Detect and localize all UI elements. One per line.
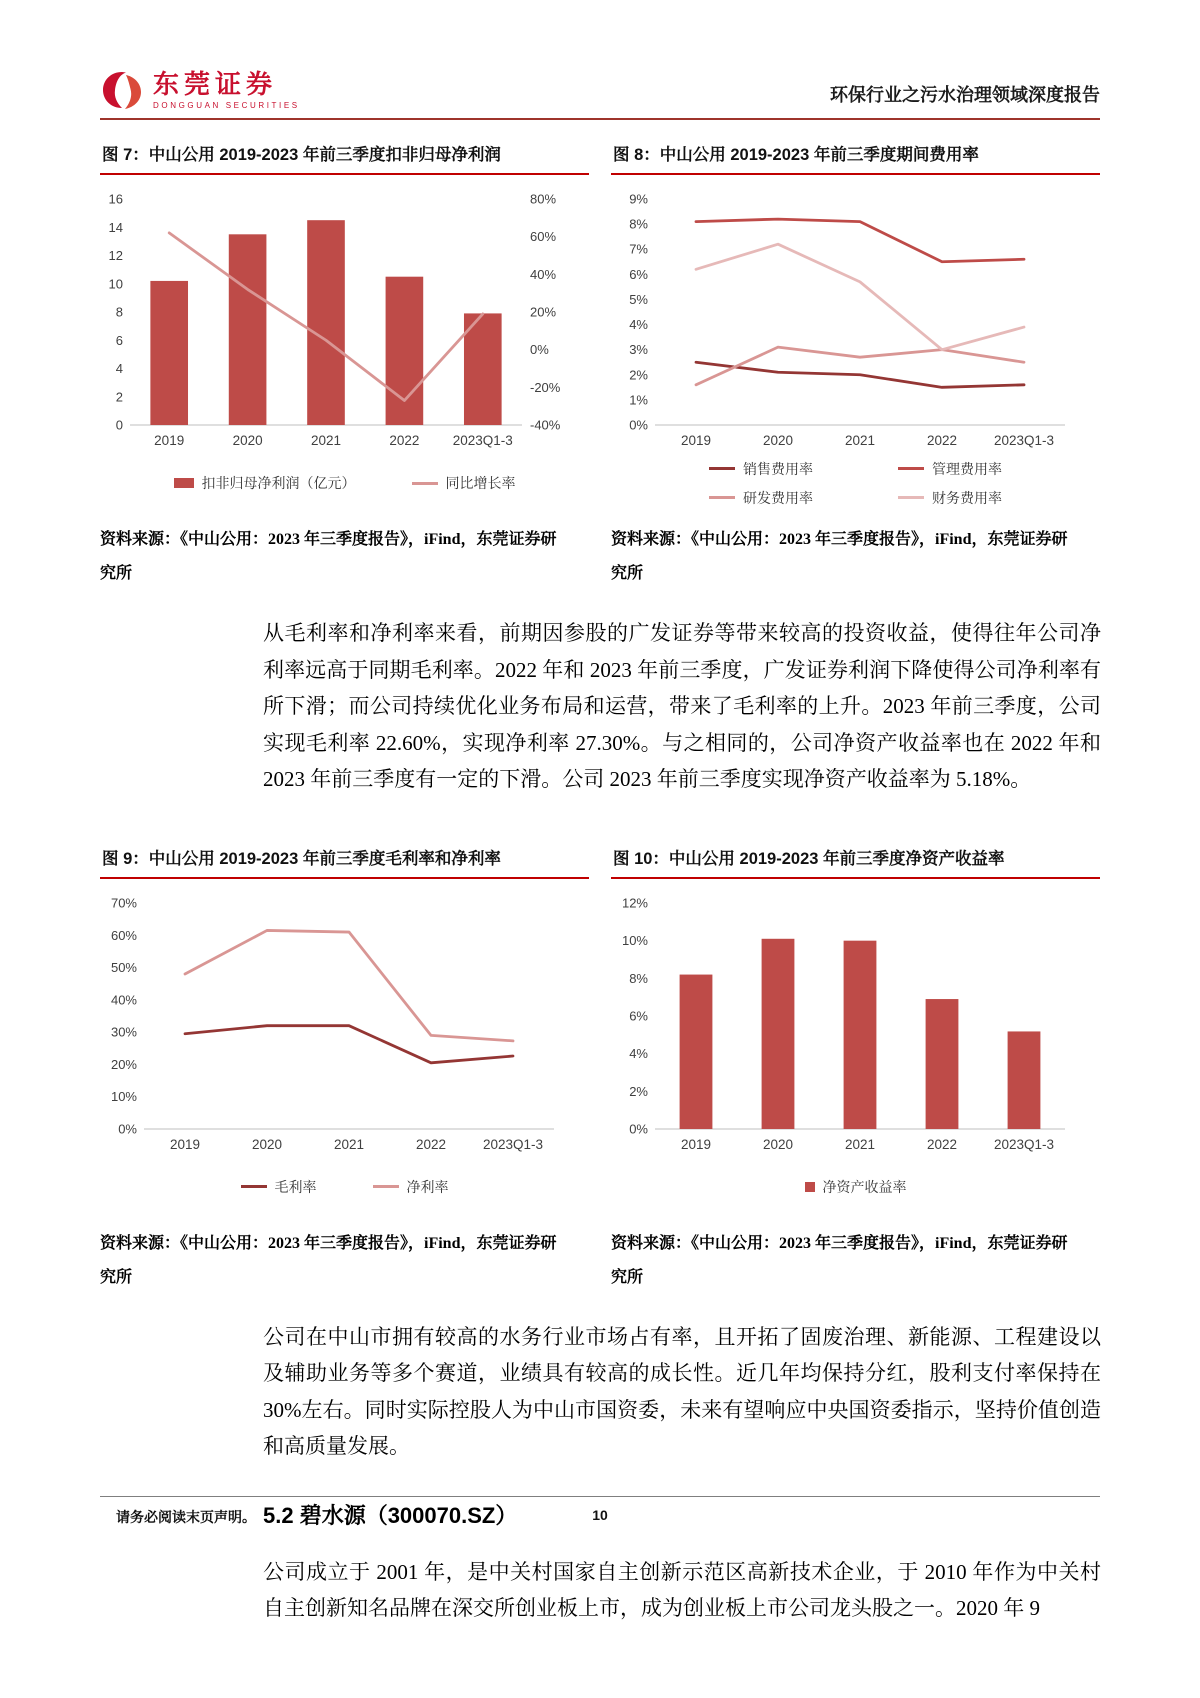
svg-text:10%: 10%: [621, 932, 648, 948]
svg-text:2020: 2020: [232, 433, 263, 448]
legend-swatch: [241, 1185, 267, 1188]
legend-label: 销售费用率: [743, 460, 813, 477]
svg-text:4: 4: [115, 361, 123, 376]
svg-text:2020: 2020: [251, 1136, 283, 1152]
figure-9-title: 图 9：中山公用 2019-2023 年前三季度毛利率和净利率: [100, 836, 589, 879]
legend-label: 管理费用率: [932, 460, 1002, 477]
figure-10-legend: [611, 1159, 1100, 1215]
svg-text:2: 2: [115, 389, 123, 405]
svg-text:2019: 2019: [169, 1136, 201, 1152]
svg-text:2020: 2020: [762, 433, 794, 448]
svg-text:2019: 2019: [680, 433, 712, 448]
legend-swatch: [373, 1185, 399, 1188]
logo-text: [153, 68, 300, 110]
paragraph-bishuiyuan-intro: 公司成立于 2001 年，是中关村国家自主创新示范区高新技术企业，于 2010 年作为中关村自主创新知名品牌在深交所创业板上市，成为创业板上市公司龙头股之一。2020 年 9: [263, 1559, 1101, 1620]
figure-9-source: 资料来源：《中山公用：2023 年三季度报告》，iFind，东莞证券研究所: [100, 1234, 557, 1286]
svg-text:2020: 2020: [762, 1136, 794, 1152]
header-rule: [100, 118, 1100, 120]
svg-text:50%: 50%: [110, 959, 137, 975]
svg-text:6: 6: [115, 332, 123, 348]
legend-label: 同比增长率: [445, 475, 516, 491]
svg-text:10: 10: [108, 276, 123, 292]
figure-row-1: [100, 132, 1100, 591]
svg-text:20%: 20%: [530, 304, 557, 320]
svg-text:2021: 2021: [844, 1136, 876, 1152]
svg-text:9%: 9%: [629, 191, 648, 207]
svg-text:8: 8: [115, 304, 123, 320]
svg-text:0: 0: [115, 417, 123, 433]
legend-label: 研发费用率: [743, 489, 813, 506]
svg-text:2022: 2022: [415, 1136, 447, 1152]
figure-10-chart: [611, 891, 1081, 1159]
legend-swatch: [898, 467, 924, 470]
svg-text:2023Q1-3: 2023Q1-3: [993, 1136, 1055, 1152]
logo-swirl-icon: [100, 70, 144, 110]
figure-10-chart-area: [611, 879, 1100, 1215]
legend-label: 扣非归母净利润（亿元）: [201, 475, 356, 491]
svg-text:2%: 2%: [629, 1083, 648, 1099]
svg-text:0%: 0%: [629, 1121, 648, 1136]
svg-text:40%: 40%: [530, 266, 557, 282]
svg-text:6%: 6%: [629, 266, 648, 282]
figure-8-legend: [611, 455, 1100, 511]
svg-text:16: 16: [108, 191, 123, 207]
footer-disclaimer: 请务必阅读末页声明。: [116, 1509, 256, 1525]
svg-text:-40%: -40%: [530, 417, 561, 433]
svg-text:70%: 70%: [110, 895, 137, 910]
svg-text:7%: 7%: [629, 241, 648, 257]
svg-text:2022: 2022: [926, 1136, 958, 1152]
svg-text:2019: 2019: [680, 1136, 712, 1152]
figure-row-2: [100, 836, 1100, 1295]
figure-7-chart-area: [100, 175, 589, 511]
svg-text:2019: 2019: [154, 433, 185, 448]
svg-text:1%: 1%: [629, 392, 648, 408]
svg-text:5%: 5%: [629, 291, 648, 307]
figure-10: [611, 836, 1100, 1295]
legend-item: [174, 473, 356, 493]
logo-title: 东莞证券: [153, 68, 278, 99]
figure-7-source: 资料来源：《中山公用：2023 年三季度报告》，iFind，东莞证券研究所: [100, 531, 557, 582]
figure-10-source: 资料来源：《中山公用：2023 年三季度报告》，iFind，东莞证券研究所: [611, 1234, 1068, 1286]
svg-text:4%: 4%: [629, 317, 648, 333]
legend-label: 净利率: [406, 1178, 449, 1195]
figure-10-title: 图 10：中山公用 2019-2023 年前三季度净资产收益率: [611, 836, 1100, 879]
legend-swatch: [412, 482, 438, 485]
svg-text:60%: 60%: [530, 229, 557, 245]
svg-text:2021: 2021: [844, 433, 876, 448]
svg-text:6%: 6%: [629, 1008, 648, 1023]
legend-item: [412, 473, 516, 493]
logo-subtitle: DONGGUAN SECURITIES: [153, 100, 300, 110]
svg-text:2023Q1-3: 2023Q1-3: [482, 1136, 544, 1152]
page-number: 10: [592, 1507, 608, 1523]
legend-label: 毛利率: [274, 1178, 317, 1195]
legend-item: [805, 1177, 907, 1197]
svg-text:2023Q1-3: 2023Q1-3: [452, 433, 513, 448]
figure-9-chart: [100, 891, 570, 1159]
svg-text:14: 14: [108, 219, 123, 235]
legend-label: 净资产收益率: [822, 1178, 907, 1195]
legend-item: [241, 1177, 317, 1197]
svg-text:2021: 2021: [333, 1136, 365, 1152]
svg-text:0%: 0%: [118, 1121, 137, 1136]
legend-swatch: [709, 467, 735, 470]
legend-item: [373, 1177, 449, 1197]
legend-item: [709, 459, 813, 479]
page-header: [100, 0, 1100, 110]
svg-text:2021: 2021: [310, 433, 342, 448]
svg-text:8%: 8%: [629, 216, 648, 232]
svg-text:0%: 0%: [629, 417, 648, 433]
figure-7-title: 图 7：中山公用 2019-2023 年前三季度扣非归母净利润: [100, 132, 589, 175]
dongguan-securities-logo: [100, 70, 300, 110]
svg-text:30%: 30%: [110, 1024, 137, 1040]
paragraph-margins: 从毛利率和净利率来看，前期因参股的广发证券等带来较高的投资收益，使得往年公司净利率远高于同期毛利率。2022 年和 2023 年前三季度，广发证券利润下降使得公司净利率有所下滑；而公司持续优化业务布局和运营，带来了毛利率的上升。2023 年前三季度，公司实现毛利率 22.60%，实现净利率 27.30%。与之相同的，公司净资产收益率也在 2022 年和 2023 年前三季度有一定的下滑。公司 2023 年前三季度实现净资产收益率为 5.18%。: [263, 621, 1101, 791]
svg-text:10%: 10%: [110, 1088, 137, 1104]
svg-text:80%: 80%: [530, 191, 557, 207]
svg-text:12: 12: [108, 248, 123, 263]
svg-text:2022: 2022: [389, 433, 420, 448]
figure-8: [611, 132, 1100, 591]
svg-text:2%: 2%: [629, 367, 648, 383]
svg-text:12%: 12%: [621, 895, 648, 910]
svg-text:8%: 8%: [629, 970, 648, 986]
svg-text:-20%: -20%: [530, 379, 561, 395]
report-title: 环保行业之污水治理领域深度报告: [830, 85, 1100, 105]
section-heading-5-2: 5.2 碧水源（300070.SZ）: [263, 1502, 518, 1528]
page-footer: [100, 1496, 1100, 1527]
legend-item: [898, 459, 1002, 479]
svg-text:2023Q1-3: 2023Q1-3: [993, 433, 1055, 448]
legend-item: [898, 488, 1002, 508]
legend-swatch: [174, 478, 194, 488]
svg-text:0%: 0%: [530, 342, 549, 358]
svg-text:60%: 60%: [110, 927, 137, 943]
figure-8-chart: [611, 187, 1081, 455]
paragraph-company-outlook: 公司在中山市拥有较高的水务行业市场占有率，且开拓了固废治理、新能源、工程建设以及辅助业务等多个赛道，业绩具有较高的成长性。近几年均保持分红，股利支付率保持在 30%左右。同时实际控股人为中山市国资委，未来有望响应中央国资委指示，坚持价值创造和高质量发展。: [263, 1324, 1101, 1458]
figure-8-chart-area: [611, 175, 1100, 511]
legend-swatch: [805, 1182, 815, 1192]
figure-7-legend: [100, 455, 589, 511]
svg-text:4%: 4%: [629, 1045, 648, 1061]
legend-label: 财务费用率: [932, 489, 1002, 506]
svg-text:40%: 40%: [110, 991, 137, 1007]
figure-8-source: 资料来源：《中山公用：2023 年三季度报告》，iFind，东莞证券研究所: [611, 531, 1068, 582]
svg-text:2022: 2022: [926, 433, 958, 448]
legend-swatch: [709, 496, 735, 499]
figure-7-chart: [100, 187, 570, 455]
svg-text:20%: 20%: [110, 1056, 137, 1072]
legend-item: [709, 488, 813, 508]
figure-7: [100, 132, 589, 591]
legend-swatch: [898, 496, 924, 499]
figure-9-chart-area: [100, 879, 589, 1215]
figure-8-title: 图 8：中山公用 2019-2023 年前三季度期间费用率: [611, 132, 1100, 175]
svg-text:3%: 3%: [629, 342, 648, 358]
figure-9: [100, 836, 589, 1295]
figure-9-legend: [100, 1159, 589, 1215]
